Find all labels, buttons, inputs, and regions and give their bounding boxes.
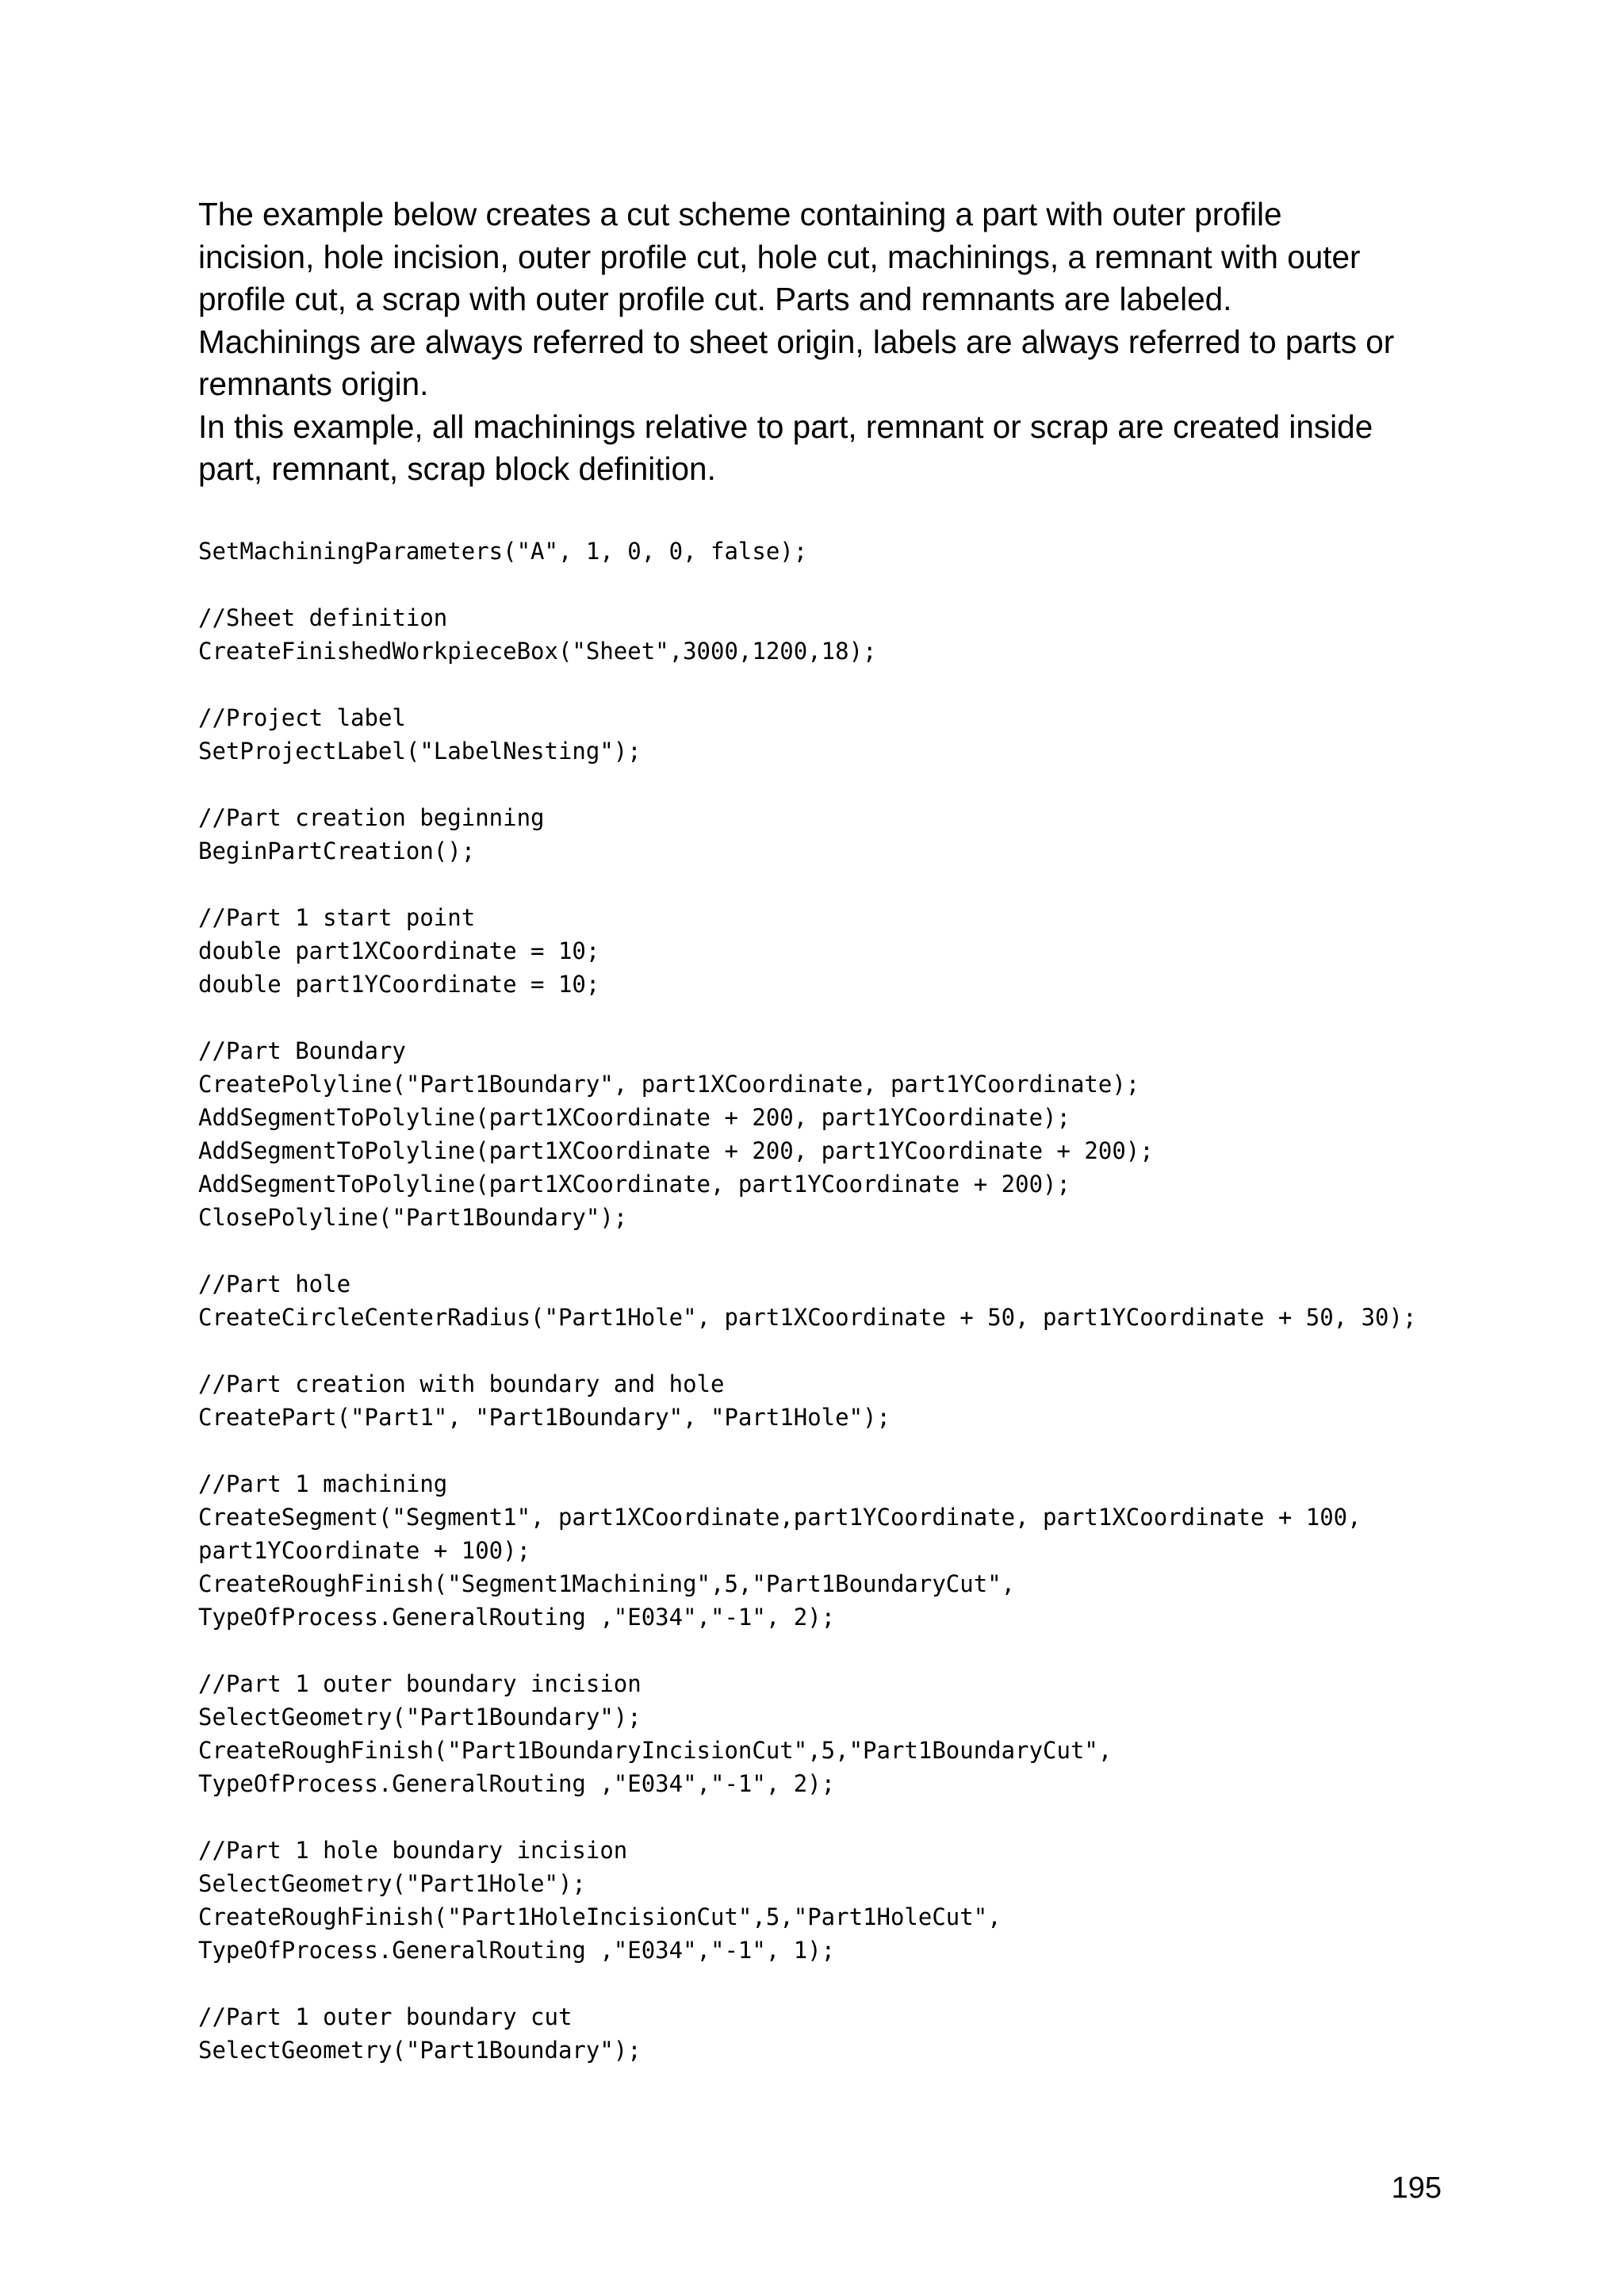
code-line: double part1XCoordinate = 10;	[198, 937, 600, 964]
code-blank-line	[198, 1634, 1483, 1667]
code-block	[198, 535, 1483, 2067]
code-blank-line	[198, 1334, 1483, 1367]
page-number: 195	[1391, 2171, 1442, 2205]
code-line: CreatePart("Part1", "Part1Boundary", "Part1Hole");	[198, 1404, 891, 1431]
code-comment-line: //Part creation beginning	[198, 804, 545, 831]
code-line: SetProjectLabel("LabelNesting");	[198, 738, 642, 765]
code-line: TypeOfProcess.GeneralRouting ,"E034","-1", 2);	[198, 1604, 836, 1631]
code-blank-line	[198, 668, 1483, 701]
code-blank-line	[198, 1800, 1483, 1834]
intro-line: Machinings are always referred to sheet origin, labels are always referred to parts or	[198, 323, 1395, 360]
code-comment-line: //Part hole	[198, 1271, 351, 1297]
code-blank-line	[198, 1967, 1483, 2000]
intro-line: remnants origin.	[198, 366, 429, 402]
code-line: TypeOfProcess.GeneralRouting ,"E034","-1", 1);	[198, 1937, 836, 1964]
code-comment-line: //Sheet definition	[198, 604, 448, 631]
code-line: CreateRoughFinish("Part1BoundaryIncisionCut",5,"Part1BoundaryCut",	[198, 1737, 1113, 1764]
code-line: AddSegmentToPolyline(part1XCoordinate, part1YCoordinate + 200);	[198, 1171, 1071, 1198]
code-comment-line: //Part 1 outer boundary cut	[198, 2003, 573, 2030]
code-comment-line: //Part 1 start point	[198, 904, 476, 931]
code-line: ClosePolyline("Part1Boundary");	[198, 1204, 628, 1231]
code-line: CreateRoughFinish("Part1HoleIncisionCut",5,"Part1HoleCut",	[198, 1903, 1002, 1930]
code-comment-line: //Part Boundary	[198, 1037, 406, 1064]
code-line: SelectGeometry("Part1Hole");	[198, 1870, 586, 1897]
code-comment-line: //Part 1 hole boundary incision	[198, 1837, 628, 1864]
code-line: CreateFinishedWorkpieceBox("Sheet",3000,1200,18);	[198, 638, 877, 665]
code-comment-line: //Project label	[198, 704, 406, 731]
code-line: CreateCircleCenterRadius("Part1Hole", part1XCoordinate + 50, part1YCoordinate + 50, 30);	[198, 1304, 1417, 1331]
code-line: AddSegmentToPolyline(part1XCoordinate + 200, part1YCoordinate + 200);	[198, 1137, 1154, 1164]
code-line: AddSegmentToPolyline(part1XCoordinate + 200, part1YCoordinate);	[198, 1104, 1071, 1131]
code-blank-line	[198, 868, 1483, 901]
code-comment-line: //Part 1 outer boundary incision	[198, 1670, 642, 1697]
code-blank-line	[198, 1434, 1483, 1467]
code-blank-line	[198, 1234, 1483, 1267]
code-line: CreatePolyline("Part1Boundary", part1XCoordinate, part1YCoordinate);	[198, 1071, 1140, 1098]
intro-line: profile cut, a scrap with outer profile cut. Parts and remnants are labeled.	[198, 281, 1232, 317]
code-blank-line	[198, 768, 1483, 801]
code-line: CreateRoughFinish("Segment1Machining",5,"Part1BoundaryCut",	[198, 1570, 1016, 1597]
code-line: part1YCoordinate + 100);	[198, 1537, 531, 1564]
intro-line: part, remnant, scrap block definition.	[198, 450, 716, 487]
code-line: TypeOfProcess.GeneralRouting ,"E034","-1", 2);	[198, 1770, 836, 1797]
intro-line: incision, hole incision, outer profile cut, hole cut, machinings, a remnant with outer	[198, 238, 1361, 275]
code-line: BeginPartCreation();	[198, 838, 476, 864]
code-line: double part1YCoordinate = 10;	[198, 971, 600, 998]
code-line: SelectGeometry("Part1Boundary");	[198, 2037, 642, 2064]
code-line: SelectGeometry("Part1Boundary");	[198, 1704, 642, 1731]
code-comment-line: //Part creation with boundary and hole	[198, 1370, 725, 1397]
code-line: SetMachiningParameters("A", 1, 0, 0, false);	[198, 538, 808, 565]
intro-paragraph	[198, 194, 1451, 491]
code-blank-line	[198, 1001, 1483, 1034]
code-blank-line	[198, 568, 1483, 601]
intro-line: In this example, all machinings relative to part, remnant or scrap are created inside	[198, 408, 1373, 445]
intro-line: The example below creates a cut scheme containing a part with outer profile	[198, 196, 1282, 232]
code-line: CreateSegment("Segment1", part1XCoordinate,part1YCoordinate, part1XCoordinate + 100,	[198, 1504, 1362, 1531]
code-comment-line: //Part 1 machining	[198, 1470, 448, 1497]
